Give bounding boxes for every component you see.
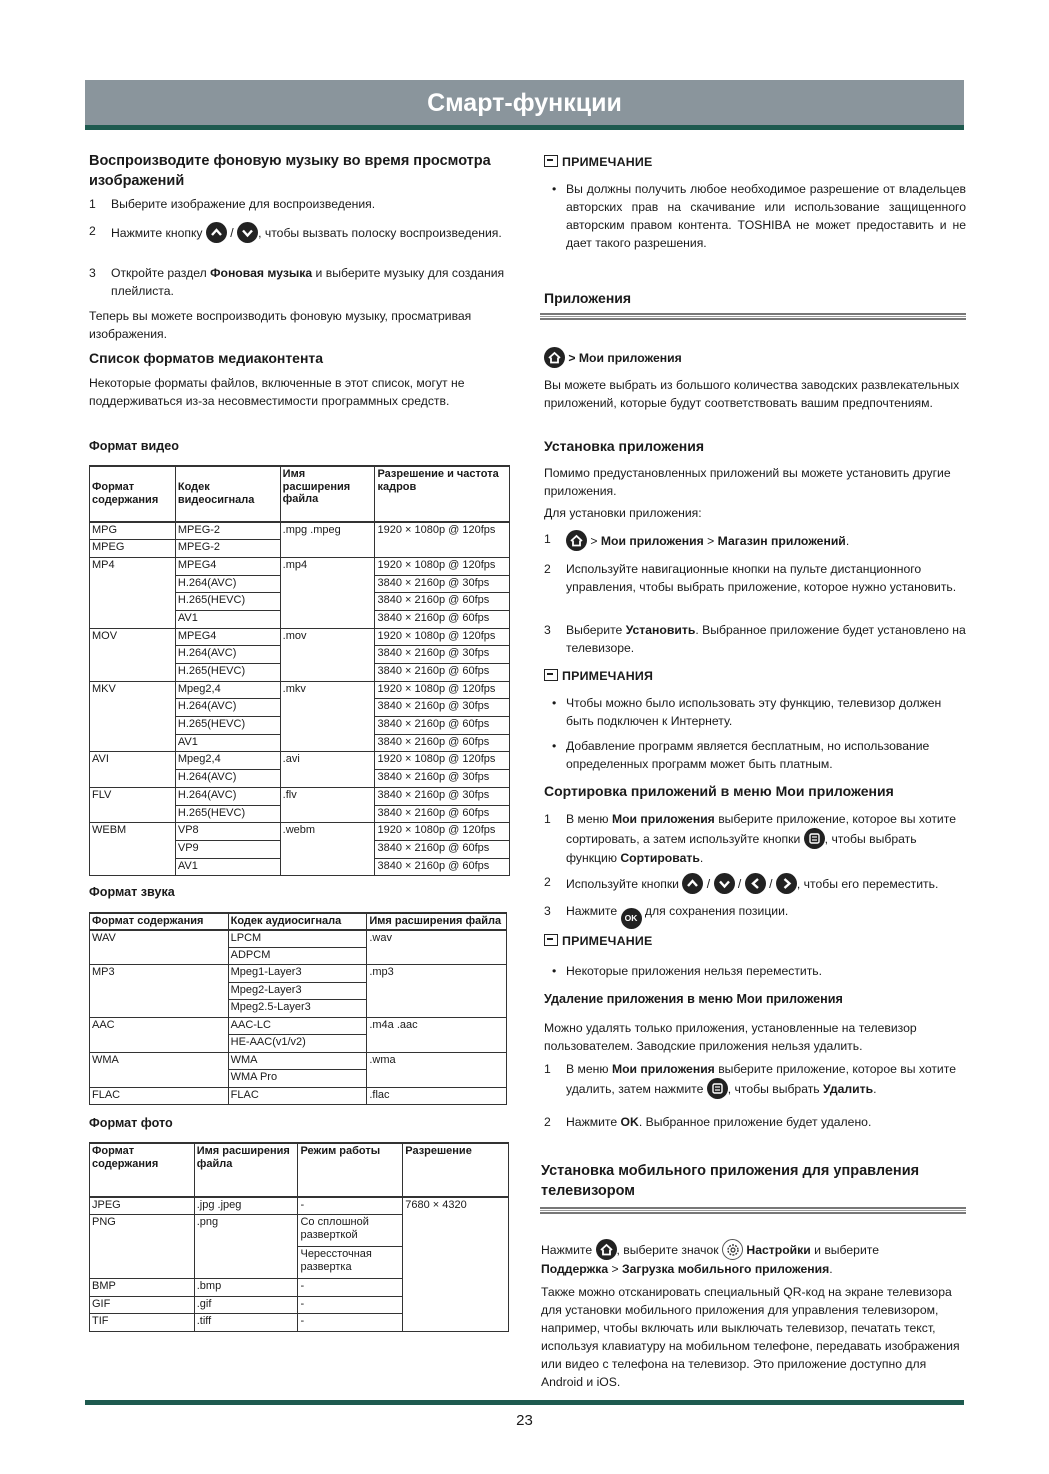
- audio-header-codec: Кодек аудиосигнала: [228, 913, 367, 930]
- delete-title: Удаление приложения в меню Мои приложения: [544, 992, 843, 1006]
- formats-intro: Некоторые форматы файлов, включенные в этот список, могут не поддерживаться из-за несовместимости программных средств.: [89, 376, 465, 409]
- install-step-1: 1 > Мои приложения > Магазин приложений.: [544, 530, 966, 551]
- table-row: PNG .png Со сплошной разверткой: [90, 1215, 509, 1247]
- note-1-item: • Вы должны получить любое необходимое разрешение от владельцев авторских прав на скачивание или использование защищенного авторским правом контента. TOSHIBA не может предоставить и не дает такого разрешения.: [552, 182, 966, 251]
- audio-header-ext: Имя расширения файла: [367, 913, 507, 930]
- mobile-paragraph-2: Также можно отсканировать специальный QR-код на экране телевизора для установки мобильного приложения для управления телевизором, например, чтобы включать или выключать телевизор, печатать текст, используя клавиатуру на мобильном телефоне, передавать изображения или видео с телефона на телевизор. Это приложение доступно для Android и iOS.: [541, 1285, 960, 1390]
- sort-title: Сортировка приложений в меню Мои приложения: [544, 783, 894, 799]
- bg-step-2: 2 Нажмите кнопку / , чтобы вызвать полоску воспроизведения.: [89, 222, 507, 243]
- table-row: WAV LPCM .wav: [90, 930, 507, 948]
- table-row: AAC AAC-LC .m4a .aac: [90, 1017, 507, 1035]
- bg-music-title: Воспроизводите фоновую музыку во время просмотра изображений: [89, 153, 491, 189]
- apps-title-rule: [540, 313, 966, 320]
- right-button-icon: [776, 873, 797, 894]
- install-lead: Для установки приложения:: [544, 506, 702, 520]
- photo-format-table: [89, 1142, 509, 1332]
- table-row: AV1 3840 × 2160p @ 60fps: [90, 858, 510, 876]
- video-header-codec: Кодек видеосигнала: [175, 466, 280, 522]
- home-icon: [544, 347, 565, 368]
- video-format-title: Формат видео: [89, 439, 179, 453]
- sort-step-2: 2 Используйте кнопки / / / , чтобы его переместить.: [544, 873, 966, 894]
- note-2-item-1: • Чтобы можно было использовать эту функцию, телевизор должен быть подключен к Интернету.: [552, 696, 942, 729]
- note-3-heading: ПРИМЕЧАНИЕ: [544, 932, 966, 950]
- table-row: MP3 Mpeg1-Layer3 .mp3: [90, 965, 507, 983]
- delete-intro: Можно удалять только приложения, установленные на телевизор пользователем. Заводские приложения нельзя удалить.: [544, 1021, 917, 1054]
- page-number: 23: [516, 1412, 533, 1429]
- home-icon: [596, 1239, 617, 1260]
- table-row: Mpeg2-Layer3: [90, 982, 507, 1000]
- install-intro: Помимо предустановленных приложений вы можете установить другие приложения.: [544, 466, 951, 499]
- photo-header-format: Формат содержания: [90, 1143, 195, 1197]
- table-row: ADPCM: [90, 947, 507, 965]
- photo-format-title: Формат фото: [89, 1116, 173, 1130]
- video-header-format: Формат содержания: [90, 466, 176, 522]
- apps-title: Приложения: [544, 290, 632, 306]
- note-3-item: • Некоторые приложения нельзя переместить.: [552, 964, 823, 978]
- sort-step-3: 3 Нажмите OK для сохранения позиции.: [544, 902, 966, 929]
- apps-intro: Вы можете выбрать из большого количества заводских развлекательных приложений, которые будут соответствовать вашим предпочтениям.: [544, 378, 960, 411]
- footer-rule: [85, 1400, 964, 1405]
- ok-button-icon: OK: [621, 908, 642, 929]
- table-row: H.264(AVC) 3840 × 2160p @ 30fps: [90, 646, 510, 664]
- note-1-heading: ПРИМЕЧАНИЕ: [544, 153, 966, 171]
- audio-format-table: [89, 912, 507, 1105]
- mobile-title: Установка мобильного приложения для управления телевизором: [541, 1163, 920, 1199]
- install-step-3: 3 Выберите Установить. Выбранное приложение будет установлено на телевизоре.: [544, 623, 966, 656]
- left-button-icon: [745, 873, 766, 894]
- video-header-ext: Имя расширения файла: [280, 466, 375, 522]
- mobile-title-rule: [540, 1207, 966, 1214]
- delete-step-2: 2 Нажмите OK. Выбранное приложение будет удалено.: [544, 1115, 872, 1129]
- video-format-table: [89, 465, 510, 876]
- table-row: Mpeg2.5-Layer3: [90, 1000, 507, 1018]
- menu-button-icon: [707, 1078, 728, 1099]
- install-step-2: 2 Используйте навигационные кнопки на пульте дистанционного управления, чтобы выбрать приложение, которое нужно установить.: [544, 562, 957, 595]
- photo-header-ext: Имя расширения файла: [194, 1143, 298, 1197]
- down-button-icon: [237, 222, 258, 243]
- table-row: MKV Mpeg2,4 .mkv 1920 × 1080p @ 120fps: [90, 681, 510, 699]
- table-row: H.264(AVC) 3840 × 2160p @ 30fps: [90, 770, 510, 788]
- table-row: MP4 MPEG4 .mp4 1920 × 1080p @ 120fps: [90, 557, 510, 575]
- table-row: FLAC FLAC .flac: [90, 1087, 507, 1105]
- home-icon: [566, 530, 587, 551]
- bg-step-3: 3 Откройте раздел Фоновая музыка и выберите музыку для создания плейлиста.: [89, 266, 505, 299]
- audio-format-title: Формат звука: [89, 885, 175, 899]
- table-row: MPEG MPEG-2: [90, 540, 510, 558]
- apps-path: > Мои приложения: [544, 347, 966, 368]
- formats-title: Список форматов медиаконтента: [89, 350, 324, 366]
- up-button-icon: [206, 222, 227, 243]
- table-row: MOV MPEG4 .mov 1920 × 1080p @ 120fps: [90, 628, 510, 646]
- note-arrow-icon: [544, 155, 558, 167]
- note-2-item-2: • Добавление программ является бесплатным, но использование определенных программ может быть платным.: [552, 739, 930, 772]
- table-row: H.265(HEVC) 3840 × 2160p @ 60fps: [90, 805, 510, 823]
- table-row: TIF .tiff -: [90, 1314, 509, 1332]
- photo-header-res: Разрешение: [403, 1143, 509, 1197]
- table-row: VP9 3840 × 2160p @ 60fps: [90, 840, 510, 858]
- table-row: FLV H.264(AVC) .flv 3840 × 2160p @ 30fps: [90, 787, 510, 805]
- delete-step-1: 1 В меню Мои приложения выберите приложение, которое вы хотите удалить, затем нажмите , чтобы выбрать Удалить.: [544, 1060, 966, 1099]
- table-row: HE-AAC(v1/v2): [90, 1035, 507, 1053]
- note-2-heading: ПРИМЕЧАНИЯ: [544, 667, 966, 685]
- table-row: Черессточная развертка: [90, 1247, 509, 1279]
- table-row: BMP .bmp -: [90, 1279, 509, 1297]
- table-row: H.264(AVC) 3840 × 2160p @ 30fps: [90, 699, 510, 717]
- table-row: H.265(HEVC) 3840 × 2160p @ 60fps: [90, 593, 510, 611]
- mobile-paragraph-1: Нажмите , выберите значок Настройки и выберите Поддержка > Загрузка мобильного приложения.: [541, 1239, 966, 1278]
- table-row: H.265(HEVC) 3840 × 2160p @ 60fps: [90, 717, 510, 735]
- menu-button-icon: [804, 828, 825, 849]
- note-arrow-icon: [544, 669, 558, 681]
- photo-header-mode: Режим работы: [298, 1143, 403, 1197]
- header-rule: [85, 125, 964, 130]
- video-header-res: Разрешение и частота кадров: [375, 466, 510, 522]
- table-row: WMA WMA .wma: [90, 1052, 507, 1070]
- table-row: GIF .gif -: [90, 1296, 509, 1314]
- table-row: AVI Mpeg2,4 .avi 1920 × 1080p @ 120fps: [90, 752, 510, 770]
- table-row: WEBM VP8 .webm 1920 × 1080p @ 120fps: [90, 823, 510, 841]
- table-row: H.265(HEVC) 3840 × 2160p @ 60fps: [90, 664, 510, 682]
- audio-header-format: Формат содержания: [90, 913, 229, 930]
- install-title: Установка приложения: [544, 438, 705, 454]
- up-button-icon: [682, 873, 703, 894]
- table-row: AV1 3840 × 2160p @ 60fps: [90, 734, 510, 752]
- sort-step-1: 1 В меню Мои приложения выберите приложение, которое вы хотите сортировать, а затем используйте кнопки , чтобы выбрать функцию Сортировать.: [544, 812, 956, 866]
- bg-after-text: Теперь вы можете воспроизводить фоновую музыку, просматривая изображения.: [89, 309, 472, 342]
- table-row: JPEG .jpg .jpeg - 7680 × 4320: [90, 1197, 509, 1215]
- table-row: WMA Pro: [90, 1070, 507, 1088]
- note-arrow-icon: [544, 934, 558, 946]
- table-row: H.264(AVC) 3840 × 2160p @ 30fps: [90, 575, 510, 593]
- page-title: Смарт-функции: [427, 89, 622, 117]
- table-row: MPG MPEG-2 .mpg .mpeg 1920 × 1080p @ 120fps: [90, 522, 510, 540]
- down-button-icon: [714, 873, 735, 894]
- gear-icon: [722, 1239, 743, 1260]
- bg-step-1: 1 Выберите изображение для воспроизведения.: [89, 197, 376, 211]
- table-row: AV1 3840 × 2160p @ 60fps: [90, 610, 510, 628]
